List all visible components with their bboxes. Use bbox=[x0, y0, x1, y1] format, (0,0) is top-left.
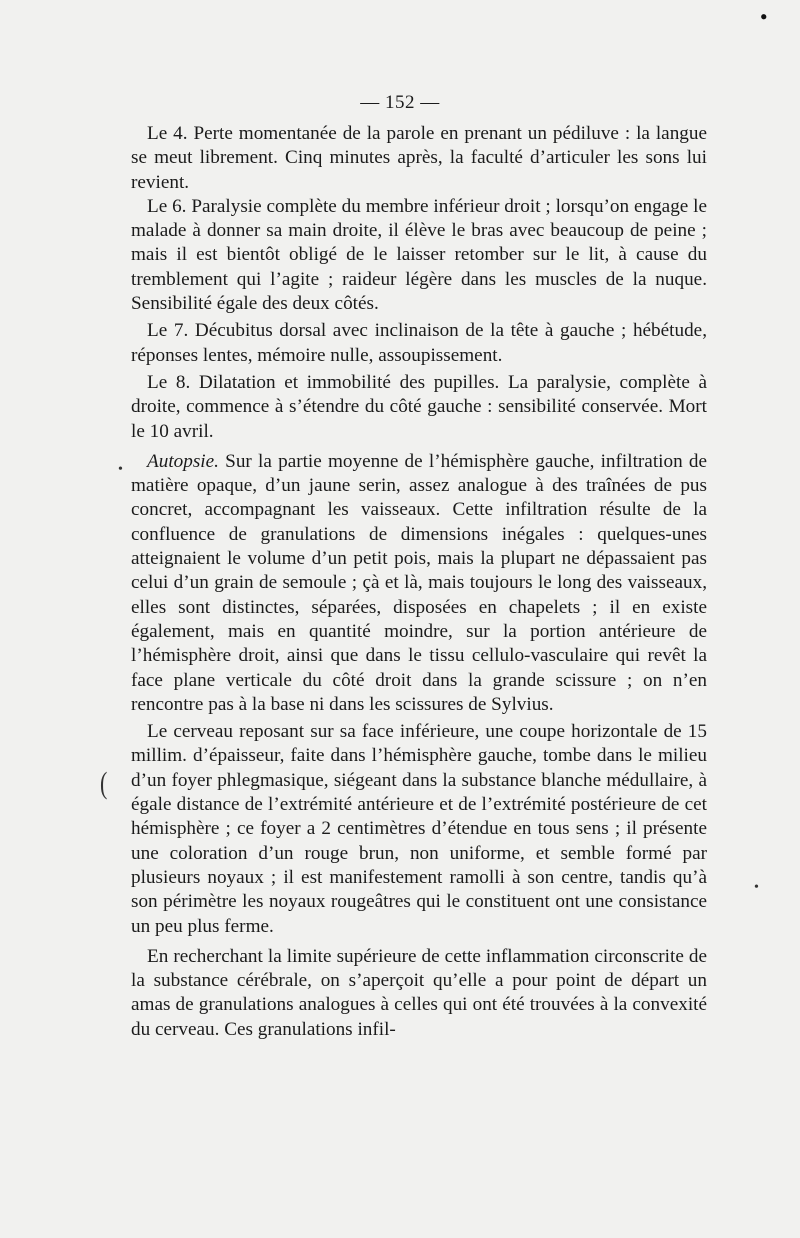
corner-ink-mark: • bbox=[755, 3, 772, 30]
body-text bbox=[131, 122, 707, 1042]
paragraph-cerveau: Le cerveau reposant sur sa face inférieure, une coupe horizontale de 15 millim. d’épaisseur, faite dans l’hémisphère gauche, tombe dans le milieu d’un foyer phlegmasique, siégeant dans la substance blanche médullaire, à égale distance de l’extrémité antérieure et de l’extrémité postérieure de cet hémisphère ; ce foyer a 2 centimètres d’étendue en tous sens ; il présente une coloration d’un rouge brun, non uniforme, et semble formé par plusieurs noyaux ; il est manifestement ramolli à son centre, tandis qu’à son périmètre les noyaux rougeâtres qui le constituent ont une consistance un peu plus ferme. bbox=[131, 721, 707, 937]
margin-dot-right: • bbox=[754, 880, 759, 895]
margin-pencil-mark: ( bbox=[100, 764, 108, 800]
paragraph-day-4: Le 4. Perte momentanée de la parole en prenant un pédiluve : la langue se meut librement. Cinq minutes après, la faculté d’articuler les sons lui revient. bbox=[131, 123, 707, 193]
autopsie-text: Sur la partie moyenne de l’hémisphère gauche, infiltration de matière opaque, d’un jaune serin, assez analogue à des traînées de pus concret, accompagnant les vaisseaux. Cette infiltration résulte de la confluence de granulations de dimensions inégales : quelques-unes atteignaient le volume d’un petit pois, mais la plupart ne dépassaient pas celui d’un grain de semoule ; çà et là, mais toujours le long des vaisseaux, elles sont distinctes, séparées, disposées en chapelets ; il en existe également, mais en quantité moindre, sur la portion antérieure de l’hémisphère droit, ainsi que dans le tissu cellulo-vasculaire qui revêt la face plane verticale du côté droit dans la grande scissure ; on n’en rencontre pas à la base ni dans les scissures de Sylvius. bbox=[131, 450, 707, 715]
autopsie-label: Autopsie. bbox=[147, 450, 219, 472]
paragraph-day-8: Le 8. Dilatation et immobilité des pupilles. La paralysie, complète à droite, commence à s’étendre du côté gauche : sensibilité conservée. Mort le 10 avril. bbox=[131, 371, 707, 442]
paragraph-limite: En recherchant la limite supérieure de cette inflammation circonscrite de la substance cérébrale, on s’aperçoit qu’elle a pour point de départ un amas de granulations analogues à celles qui ont été trouvées à la convexité du cerveau. Ces granulations infil- bbox=[131, 945, 707, 1040]
paragraph-day-7: Le 7. Décubitus dorsal avec inclinaison de la tête à gauche ; hébétude, réponses lentes, mémoire nulle, assoupissement. bbox=[131, 320, 707, 366]
paragraph-day-6: Le 6. Paralysie complète du membre inférieur droit ; lorsqu’on engage le malade à donner sa main droite, il élève le bras avec beaucoup de peine ; mais il est bientôt obligé de le laisser retomber sur le lit, à cause du tremblement qui l’agite ; raideur légère dans les muscles de la nuque. Sensibilité égale des deux côtés. bbox=[131, 195, 707, 315]
page-number: — 152 — bbox=[360, 92, 440, 113]
paragraph-autopsie bbox=[131, 450, 707, 717]
margin-dot-left: • bbox=[118, 462, 123, 477]
